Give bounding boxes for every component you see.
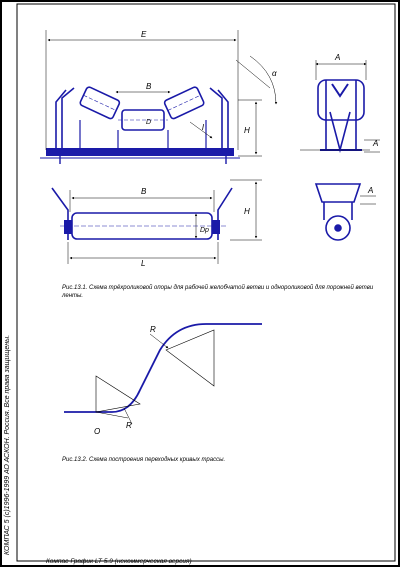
copyright-vertical: КОМПАС 5 (с)1996-1999 АО АСКОН. Россия. Все права защищены. — [4, 334, 11, 555]
label-Rn: R — [126, 421, 132, 430]
label-E: E — [141, 30, 147, 39]
label-B: B — [146, 82, 152, 91]
label-O: O — [94, 427, 101, 436]
label-alpha: α — [272, 69, 277, 78]
label-B-return: B — [141, 187, 147, 196]
caption-fig-13-1: Рис.13.1. Схема трёхроликовой опоры для рабочей желобчатой ветви и однороликовой для порожней ветви ленты. — [62, 285, 374, 299]
label-D: D — [146, 119, 152, 126]
label-A-return: A — [368, 186, 374, 195]
label-R: R — [150, 325, 156, 334]
label-l: l — [202, 123, 204, 132]
label-L: L — [141, 259, 146, 268]
label-A-side: A — [373, 139, 379, 148]
label-H-top: H — [244, 126, 250, 135]
label-Dp: Dp — [200, 227, 209, 234]
caption-fig-13-2: Рис.13.2. Схема построения переходных кривых трассы. — [62, 457, 226, 463]
label-H-bottom: H — [244, 207, 250, 216]
footer-program: Компас-График LT 5.9 (некоммерческая версия) — [46, 558, 192, 565]
label-A-top: A — [335, 53, 341, 62]
